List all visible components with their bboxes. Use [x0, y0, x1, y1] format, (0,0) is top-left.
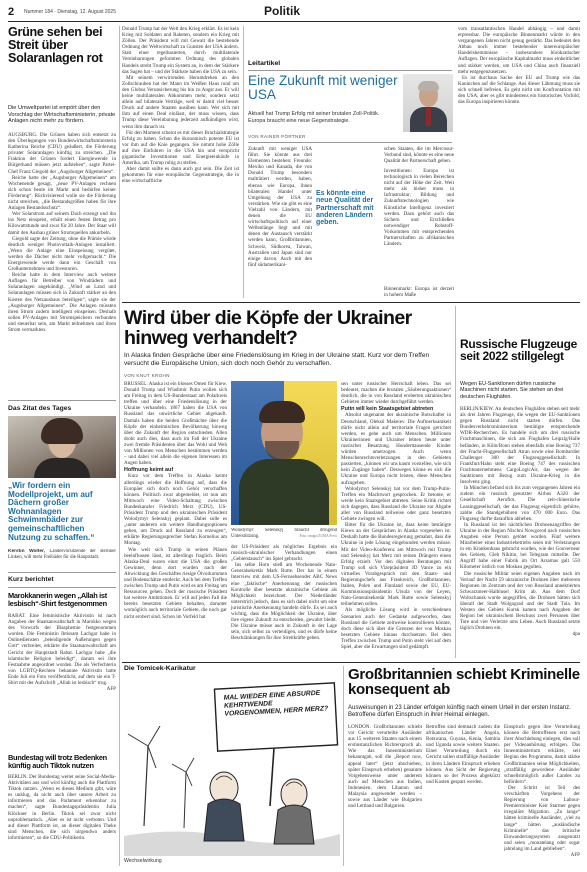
leitartikel-col1: Zukunft mit weniger USA führt. Sie könnte aus drei Elementen bestehen: Freunde: Mexiko und Kanada, die von Donald Trump besonders malträtiert werden, haben, ebenso wie Europa, ihnen bilateralen Handel unter Umgehung der USA zu verstärken. Wie sie gibt es eine Vielzahl von Ländern, mit denen die EU wirtschaftspolitisch auf einer Wellenlänge liegt und mit denen der Austausch verstärkt werden kann, Großbritannien, Schweiz, Südkorea, Taiwan, Australien und Japan sind nur einige davon. Auch mit den fünf südamerikani-	[248, 146, 312, 268]
leitartikel-title: Eine Zukunft mit weniger USA	[248, 73, 398, 103]
solar-paragraph: Giegold sagte der Zeitung, ohne die Prämie würde deutlich weniger Photovoltaik-Anlagen installiert. „Wenn die Anlage eine Einspeisung vergütet, werden die Dächer nicht mehr vollgemacht.“ Die Energiewende werde dann ein Geschäft von Großunternehmen und Investoren.	[8, 235, 116, 273]
trump-commentary	[122, 26, 239, 296]
col-divider-bottom	[343, 666, 344, 866]
karikatur-caption: Wechselwirkung	[124, 858, 162, 864]
leitartikel-col2b: Investitionen: Europa ist technologisch in vielen Bereichen nicht auf der Höhe der Zeit. Weit mehr als bisher muss in Infrastruktur, Bildung und Zukunftstechnologien wie Künstliche Intelligenz investiert werden. Dazu gehört auch das Sichern und Erschließen notwendiger Rohstoff-Vorkommen mit entsprechenden Partnerschaften zu afrikanischen Ländern.	[384, 168, 454, 248]
solar-paragraph: Wer Solarstrom auf seinem Dach erzeugt und ihn ins Netz einspeist, erhält einen festen Betrag pro Kilowattstunde und zwar für 20 Jahre. Der Staat will damit den Ausbau grüner Stromquellen ankurbeln.	[8, 211, 116, 236]
solar-paragraph: Reiche hatte in dem Interview auch weitere Auflagen für Betreiber von Windrädern und Solaranlagen angekündigt. „Wind an Land und Solaranlagen müssen sich in Zukunft stärker an den Kosten des Netzausbaus beteiligen“, sagte sie der „Augsburger Allgemeinen“. Die Anlagen müssten ihren Strom zudem intelligent einspeisen. Deshalb sollen PV-Anlagen mit Stromspeichern verbunden und steuerbar sein, am Markt teilnehmen und ihren Strom vermarkten.	[8, 272, 116, 333]
photo-caption	[231, 528, 337, 542]
leitartikel-author-photo	[403, 74, 453, 132]
ukraine-subhead: Hoffnung keimt auf	[124, 467, 174, 474]
section-title: Politik	[264, 4, 301, 18]
page-number: 2	[8, 6, 15, 18]
zitat-rule	[8, 400, 116, 401]
russia-headline: Russische Flugzeuge seit 2022 stillgelegt	[460, 337, 577, 364]
leitartikel-author: VON RAINER PÖRTNER	[248, 134, 306, 139]
ukraine-headline: Wird über die Köpfe der Ukrainer hinweg verhandelt?	[124, 307, 412, 349]
ukraine-paragraph: Wie weit sich Trump in seinen Plänen beeinflussen lässt, ist allerdings fraglich. Beim Alaska-Deal waren einst die USA die großen Gewinner, denn dort wurden nach der Abwicklung des Geschäftes riesige Ölvorkommen und Bodenschätze entdeckt. Auch bei dem Treffen zwischen Trump und Putin wird es am Freitag um Ressourcen gehen. Doch der russische Präsident hat weitere Ambitionen. Er will auf jeden Fall die bereits besetzten Gebiete behalten, darunter womöglich auch territoriale Gebiete, die noch gar nicht erobert sind. Schon im Vorfeld hat	[124, 546, 227, 620]
zitat-attribution	[8, 549, 116, 561]
solar-body	[8, 132, 116, 378]
header-rule	[8, 21, 580, 22]
trump-paragraph: Donald Trump hat der Welt den Krieg erklärt. Es ist kein Krieg mit Soldaten und Raketen, sondern ein Krieg mit Zöllen. Der Präsident will mit Gewalt die bestehende Ordnung der Weltwirtschaft zu Gunsten der USA ändern. Statt einer regelbasierten, durch multilaterale Vereinbarungen geformten Ordnung des globalen Handels strebt Trump ein System an, in dem der Stärkere das Sagen hat – und der Stärkste haben die USA zu sein.	[122, 26, 239, 75]
leitartikel-subtitle: Aktuell hat Trump Erfolg mit seiner brutalen Zoll-Politik. Europa braucht eine neue Gegenstrategie.	[248, 111, 380, 124]
kurz-rule	[8, 572, 116, 573]
leitartikel-rule-2	[248, 142, 452, 143]
leitartikel-col3-text: Es ist durchaus Sache der EU auf Trump wie das Kaninchen auf die Schlange. Aus dieser Lähmung muss sie sich schnell befreien. Es geht nicht um Konfrontation mit den USA, aber es gibt mindestens ein historisches Vorbild, das Europa inspirieren könnte.	[458, 74, 580, 106]
ukraine-paragraph: Kurz vor dem Treffen in Alaska keimt allerdings wieder die Hoffnung auf, dass die Europäer sich doch noch Gehör verschaffen können. Politisch zwar abgemeldet, ist nun am Mittwoch eine Video-Schaltung zwischen Bundeskanzler Friedrich Merz (CDU), US-Präsident Trump und den ukrainischen Präsident Wolodymyr Selenskyj geplant. Dabei solle es „unter anderem um weitere Handlungsoptionen gehen, um Druck auf Russland zu erzeugen“, erklärte Regierungssprecher Stefan Kornelius am Montag.	[124, 473, 227, 547]
kurz-rule-2	[8, 587, 116, 588]
uk-headline: Großbritannien schiebt Kriminelle konsequent ab	[348, 666, 580, 699]
leitartikel-col2a: schen Staaten, die im Mercosur-Verbund sind, könnte es eine neue Qualität der Partnerschaft geben.	[384, 146, 454, 165]
karikatur-cartoon	[124, 676, 340, 856]
uk-credit: AFP	[570, 851, 580, 858]
russia-paragraph: BERLIN/KIEW. An deutschen Flughäfen stehen seit mehr als drei Jahren Flugzeuge, die wegen der EU-Sanktionen gegen Russland nicht starten dürfen. Das Bundesverkehrsministerium bestätigte entsprechende WDR-Recherchen. Es handele sich um drei russische Frachtmaschinen, die sich am Flughafen Leipzig/Halle befänden, in Köln/Bonn stehen ebenfalls eine Boeing 737 der Fracht-Fluggesellschaft Atran sowie eine Bombardier Challenger 300 der Flugzeuggesellschaft. In Frankfurt/Hahn steht eine Boeing 747 des russischen Frachtunternehmens CargoLogicAir, das wegen der Sanktionen mit Bezug zum Ukraine-Krieg in die Insolvenz ging.	[460, 406, 580, 486]
kurz-label: Kurz berichtet	[8, 576, 54, 583]
zitat-quote: „Wir fordern ein Modellprojekt, um auf Dächern großer Wohnanlagen Schwimmbäder zur gemeinschaftlichen Nutzung zu schaffen.“	[8, 481, 95, 542]
kurz-item1-headline: Marokkanerin wegen „Allah ist lesbisch“-Shirt festgenommen	[8, 591, 107, 608]
ukraine-subhead: Putin will kein Staatsgebiet abtreten	[341, 406, 434, 413]
leitartikel-col2c: Binnenmarkt: Europa ist derzeit in hohem Maße	[384, 286, 454, 298]
uk-col3	[504, 724, 580, 866]
leitartikel-pullquote: Es könnte eine neue Qualität der Partnerschaft mit anderen Ländern geben.	[316, 190, 374, 227]
col-divider-top	[243, 26, 244, 298]
kurz-item2-body	[8, 774, 116, 866]
kurz-item2-headline: Bundestag will trotz Bedenken künftig auch Tiktok nutzen	[8, 753, 107, 770]
solar-headline: Grüne sehen bei Streit über Solaranlagen rot	[8, 25, 103, 65]
leitartikel-col3-text: vom transatlantischen Handel abhängig – und damit erpressbar. Die europäische Binnenmarkt würde in den vergangenen Jahren nicht genug gestärkt. Das bedeutet den Abbau noch immer bestehender innereuropäischer Handelshemmnisse – insbesondere bürokratischer Auflagen. Der europäische Kapitalmarkt muss einheitlicher und stärker werden, um USA und China auch finanziell mehr entgegenzusetzen.	[458, 26, 580, 75]
solar-paragraph: AUGSBURG. Die Grünen haben sich entsetzt zu den Überlegungen von Bundeswirtschaftsministerin Katherina Reiche (CDU) geäußert, die Förderung privater Solaranlagen künftig zu streichen. „Die Fraktion der Grünen fordert Energiewende in Bürgerhand müssen jetzt aufstehen“, sagte Partei-Chef Franz Giegold der „Augsburger Allgemeinen“.	[8, 132, 116, 175]
ukraine-paragraph: Wolodymyr Selenskyj hat vor dem Trump-Putin-Treffen ein Machtwort gesprochen. Er betonte, er werde kein Staatsgebiet abtreten. Seine Kritik richtet sich dagegen, dass Russland die Ukraine zur Abgabe aller von Russland teilweise oder ganz besetzten Gebiete zwingen will.	[341, 485, 451, 523]
col-divider-right	[455, 306, 456, 658]
section-rule-bottom	[122, 662, 580, 663]
leitartikel-col3	[458, 26, 580, 298]
zitat-name: Kerstin Wolter,	[8, 549, 45, 554]
kurz-item1-body	[8, 613, 116, 749]
leitartikel-label: Leitartikel	[248, 60, 281, 67]
russia-paragraph: Die russische Militär seien eigenen Angaben nach im Verlauf der Nacht 59 ukrainische Drohnen über mehreren Regionen im Zentrum und der von Russland annektierten Schwarzmeer-Halbinsel Krim ab. Aus dem Dorf Woltschansk wurde angegriffen, die Drohnen hätten sich überall der Stadt Wolgograd und der Stadt Tula. Im Westen des Gebiets Kursk kamen nach Angaben der Region bei ukrainischem Beschuss zwei Personen über Tote und vier Verletzte ums Leben. Auch Russland setzte täglich Drohnen ein.	[460, 570, 580, 632]
uk-paragraph: Der Schritt ist Teil des verschärften Vorgehens der Regierung von Labour-Premierminister Keir Starmer gegen irreguläre Migration. „Zu lange“ hätten kriminelle Ausländer, „viel zu lange“ hätten „ausländische Kriminelle“ das britische Einwanderungssystem ausgenutzt und seien „monatelang oder sogar jahrelang im Land geblieben“.	[504, 784, 580, 852]
photo-credit: Foto: imago/ZUMA Press	[299, 533, 337, 538]
ukraine-paragraph: Bitter für die Ukraine ist, dass keine bestätigte Kiews an der Gesprächen in Alaska vorgesehen ist. Deshalb hatte die Bundesregierung gemahnt, dass die Ukraine in jede Lösung eingebunden werden müsse. Mit der Video-Konferenz am Mittwoch mit Trump und Selenskyj hat Merz mit seinen Drängern einen Erfolg erzielt. Vor den digitalen Beratungen mit Trump soll sich Vizepräsident JD Vance zu ein virtuelles Vorabgespräch mit den Staats- und Regierungschefs aus Frankreich, Großbritannien, Italien, Polen und Finnland sowie der EU, EU-Kommissionspräsidentin Ursula von der Leyen, Nato-Generalsekretär Mark Rutte sowie Selenskyj teilnehmen sollen.	[341, 522, 451, 608]
russia-credit: dpa	[572, 631, 580, 638]
russia-lead: Wegen EU-Sanktionen dürfen russische Maschinen nicht starten. Sie stehen an drei deutschen Flughäfen.	[460, 381, 564, 400]
trump-paragraph: Mit seinem verwirrenden Herumdrehen an den Zollschrauben hat der Mann im Weißen Haus rund um den Globus Verunsicherung bis hin zu Angst aus. Er will keine multilateralen Abkommen mehr, sondern setzt allein auf bilaterale Verträge, weil er damit viel besser Druck auf andere Staaten ausüben kann. Wer sich mit ihm auf einen Deal einlässt, der muss wissen, dass Trump diese Vereinbarung jederzeit aufkündigen wird, wenn ihm danach ist.	[122, 74, 239, 130]
trump-paragraph: Aber damit sollte es dann auch gut sein. Die Zeit ist gekommen für eine europäische Gegenstrategie, die in eine wirtschaftliche	[122, 166, 239, 185]
russia-paragraph: In München befand sich bis zum vergangenen Jahren ein zudem ein russisch genutzter Airbus A320 der Gesellschaft Aeroflot. Die zeit-chinesische Leasinggesellschaft, der das Flugzeug eigentlich gehörte, zahlte die Standgebühren von 470 000 Euro. Das Flugzeug durfte daraufhin abheben.	[460, 485, 580, 522]
ukraine-author: VON KNUT KROHN	[124, 373, 170, 378]
karikatur-label: Die Tomicek-Karikatur	[124, 665, 196, 672]
photo-caption-text: Wolodymyr Selenskyj braucht dringend Unterstützung.	[231, 528, 337, 539]
ukraine-col1	[124, 381, 227, 658]
uk-lead: Ausweisungen in 23 Länder erfolgen künftig nach einem Urteil in der ersten Instanz. Betroffene dürfen Einspruch in ihrer Heimat einlegen.	[348, 705, 571, 719]
ukraine-paragraph: der US-Präsident als mögliches Ergebnis ein russisch-ukrainischer Verhandlungen einen „Gebietstausch“ ins Spiel gebracht.	[231, 544, 337, 563]
uk-col2: Betroffen sind demnach zudem die afrikanischen Länder Angola, Botswana, Guyana, Kenia, Sambia und Uganda sowie weitere Staaten. Einer Verurteilung durch ein Gericht sollen straffällige Ausländer in ihren Ländern Einspruch erheben können. Aus Sicht der Regierung können so der Prozess abgekürzt und Kosten gespart werden.	[426, 724, 500, 785]
ukraine-paragraph: Als mögliche Lösung wird in verschiedenen Szenarien auch der Gedanke aufgeworfen, dass Russland die Gebiete zeitweise kontrollieren könnte, doch diese sich über die Grenzen der von Moskau besetzten Gebiete hinaus durchsetzen. Bei dem Treffen zwischen Trump und Putin steht viel auf dem Spiel, aber die Erwartungen sind gedämpft.	[341, 607, 451, 651]
ukraine-paragraph: Absolut ungenannt der ukrainische Botschafter in Deutschland, Oleksii Makeiev. Die Aufmerksamkeit dürfe nicht allein auf territoriale Fragen gerichtet werden, es gehe auch um Menschen. Millionen Ukrainerinnen und Ukrainer lebten heute unter russischer Besatzung. Hunderttausende Kinder würden umerzogen. Auch wenn Menschenrechtsverletzungen in den Gebieten passierten, „können wir uns kaum vorstellen, wie sich kein Zugänge haben“. Deswegen könne es sich die Ukraine und Europa nicht leisten, diese Menschen aufzugeben.	[341, 412, 451, 486]
selenskyj-photo	[231, 381, 337, 525]
kurz-item1-text: RABAT. Eine feministische Aktivistin ist nach Angaben der Staatsanwaltschaft in Marokko wegen des Vorwurfs der Blasphemie festgenommen worden. Die Feministin Ibtissam Lachgar habe in Onlinediensten „beleidigende Äußerungen gegen Gott“ verbreitet, erklärte die Staatsanwaltschaft am Gericht der Hauptstadt Rabat. Lachgar habe „die islamische Religion beleidigt“, darum sei ihre Festnahme angeordnet worden. Die als Verfechterin von LGBTQ-Rechten bekannte Aktivistin hatte Ende Juli ein Foto veröffentlicht, auf dem sie ein T-Shirt mit der Aufschrift „Allah ist lesbisch“ trug.	[8, 613, 116, 687]
zitat-portrait	[8, 416, 116, 478]
leitartikel-rule	[248, 70, 452, 71]
zitat-label: Das Zitat des Tages	[8, 405, 72, 412]
uk-col1: LONDON. Großbritannien schiebt vor Gericht verurteilte Ausländer aus 15 weiteren Staaten nach einem erstinstanzlichen Richterspruch ab. Wie das Innenministerium bekanntgab, soll die „Report now, appeal later“ (jetzt abschieben, später Einspruch erheben) genannte Vorgehensweise unter anderem auch auf Menschen aus Indien, Indonesien, dem Libanon und Malaysia angewendet werden – sowie aus Länder wie Bulgarien und Lettland und Bulgarien.	[348, 724, 422, 810]
russia-paragraph: In Russland ist bei nächtlichen Drohnenangriffen der Ukraine in der Region Nischni Nowgorod nach russischen Angaben eine Person getötet worden. Fünf weitere Mitarbeiter eines Industriebetriebs seien mit Verletzungen in ein Krankenhaus gebracht worden, wie der Gouverneur des Gebiets, Gleb Nikitin, bei Telegram mitteilte. Der Angriff habe einer Fabrik im Ort Arsamas galt 550 Kilometer östlich von Moskau gegolten.	[460, 521, 580, 571]
zitat-role: Landesvorsitzende der Berliner Linken, will mehr Freibäder für die Hauptstadt.	[8, 549, 116, 560]
ukraine-paragraph: sen unter russischer Herrschaft leben. Das sei bedeutet, machen die brutalen „Säuberungsaktionen“ deutlich, die in von Russland eroberten ukrainischen Gebieten immer wieder durchgeführt werden.	[341, 381, 451, 406]
solar-paragraph: Reiche hatte der „Augsburger Allgemeinen“ am Wochenende gesagt, „neue PV-Anlagen rechnen sich schon heute im Markt und bedürfen keiner Förderung“. Rückvisierend wolle sie die Förderung nicht streichen, „die Bestandsgrößen haben für ihre Anlagen Bestandsschutz“.	[8, 174, 116, 212]
ukraine-lead: In Alaska finden Gespräche über eine Friedenslösung im Krieg in der Ukraine statt. Kurz vor dem Treffen versucht die Europäische Union, sich doch noch Gehör zu verschaffen.	[124, 352, 430, 367]
cartoon-sign-text: MAL WIEDER EINE ABSURDE KEHRTWENDE VORGENOMMEN, HERR MERZ?	[223, 689, 329, 718]
uk-paragraph: Einspruch gegen ihre Verurteilung können die Betroffenen erst nach ihrer Abschiebung einlegen, dies soll per Videoanhörung erfolgen. Das Innenministerium erklärte, seit Beginn des Programms, damit stärke Großbritannien seine Möglichkeiten, „straffällig gewordene Ausländer schnellstmöglich außer Landes zu befördern“.	[504, 724, 580, 785]
ukraine-paragraph: BRÜSSEL. Alaska ist ein blosses Omen für Kiew. Donald Trump und Wladimir Putin wollen sich am Freitag in dem US-Bundesstaat am Polarkreis treffen und über eine Friedenslösung in der Ukraine verhandeln. 1867 haben die USA von Russland das unwirtliche Gebiet abgekauft. Damals haben die beiden Großmächte über die Köpfe der einheimischen Bevölkerung hinweg über die Zukunft der Region entschieden. Allen droht auch dies, dass auch im Fall der Ukraine zwei fremde Präsidenten über das Wohl und Weh von Millionen von Menschen bestimmen werden – und dabei viel allein die eigenen Interessen im Augen haben.	[124, 381, 227, 467]
col-divider-left	[119, 26, 120, 866]
russia-body	[460, 406, 580, 658]
ukraine-col3	[341, 381, 451, 658]
solar-lead: Die Umweltpartei ist empört über den Vorschlag der Wirtschaftsministerin, private Anlagen nicht mehr zu fördern.	[8, 105, 116, 125]
section-rule-ukraine	[122, 302, 580, 303]
issue-line: Nummer 184 · Dienstag, 12. August 2025	[24, 9, 116, 15]
ukraine-col2	[231, 544, 337, 658]
kurz-item2-text: BERLIN. Der Bundestag weitet seine Social-Media-Aktivitäten aus und wird künftig auch die Plattform Tiktok nutzen. „Wenn es dieses Medium gibt, wäre es unklug, da nicht auch über unsere Arbeit zu informieren und das Parlament erkennbar zu machen“, sagte Bundestagspräsidentin Julia Klöckner in Berlin. Tiktok sei zwar nicht unproblematisch. „Aber es ist nicht verboten. Und auf dieser Plattform ist, an dieser digitalen Theke sind Menschen, die sich nirgendwo anders informieren“, so die CDU-Politikerin.	[8, 774, 116, 841]
kurz-item1-credit: AFP	[106, 686, 116, 693]
trump-paragraph: Für den Moment scheint es mit dieser Brachialstrategie Erfolg zu haben. Schon die ökonomisch potente EU ist vor ihm auf die Knie gegangen. Sie nimmt hohe Zölle auf ihre Einfuhren in die USA hin und verspricht gigantische Investitionen und Energieeinkäufe in Amerika, um Trump ruhig zu stellen.	[122, 129, 239, 167]
ukraine-paragraph: Ins selbe Horn stieß am Wochenende Nato-Generalsekretär Mark Rutte. Der hat in einem Interview mit dem US-Fernsehsender ABC News eine „faktische“ Anerkennung der russischen Kontrolle über besetzte ukrainische Gebiete als Möglichkeit bezeichnet. Der Niederländer unterstrich jedoch, dass es sich dabei nicht um eine juristische Anerkennung handeln dürfe. Es sei auch wichtig, dass die Möglichkeit der Ukraine, über ihre eigene Zukunft zu entscheiden, gewahrt bleibt. Die Ukraine müsse auch in Zukunft in der Lage sein, sich selbst zu verteidigen, und es dürfe keine Beschränkungen für ihre Streitkräfte geben.	[231, 562, 337, 642]
